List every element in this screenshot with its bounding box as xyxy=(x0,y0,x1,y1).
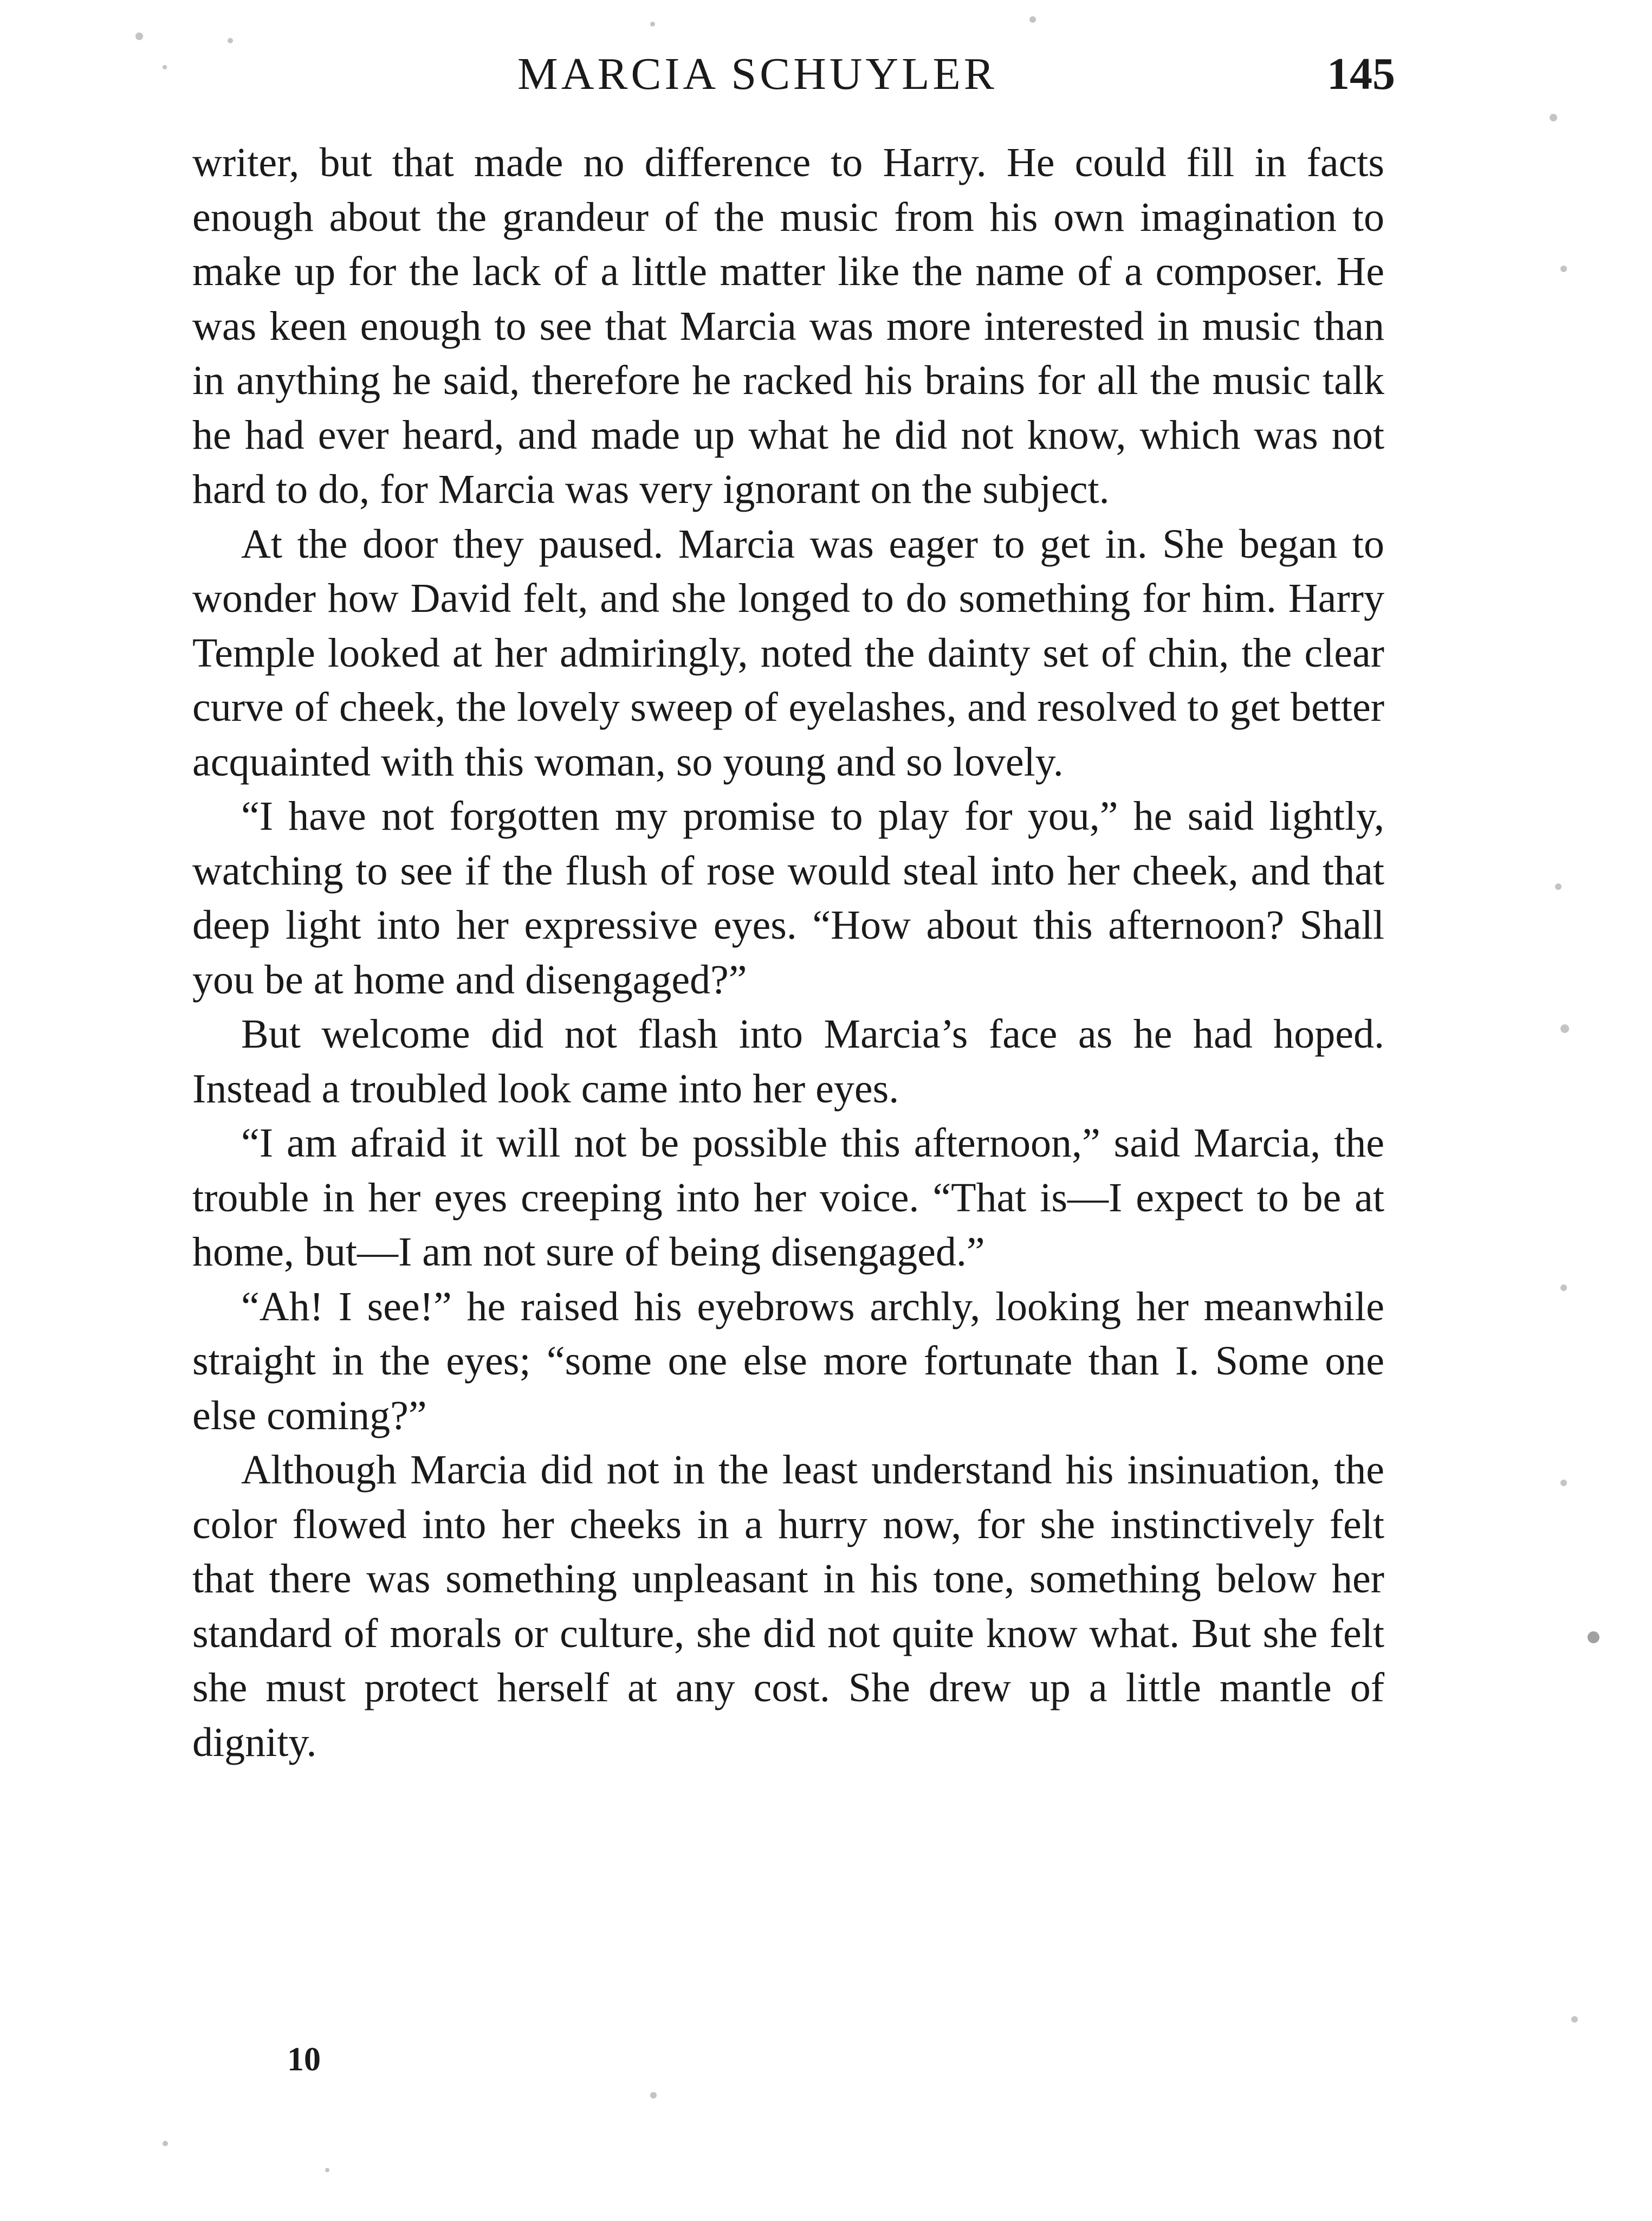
paragraph-5: “I am afraid it will not be possible this afternoon,” said Marcia, the trouble in her eyes creeping into her voice. “That is—I expect to be at home, but—I am not sure of being disengaged.” xyxy=(192,1120,1384,1275)
paragraph-2: At the door they paused. Marcia was eager to get in. She began to wonder how David felt, and she longed to do something for him. Harry Temple looked at her admiringly, noted the dainty set of chin, the clear curve of cheek, the lovely sweep of eyelashes, and resolved to get better acquainted with this woman, so young and so lovely. xyxy=(192,521,1384,785)
running-title: MARCIA SCHUYLER xyxy=(517,49,997,99)
page-number: 145 xyxy=(1327,49,1395,99)
page-header xyxy=(192,44,1395,104)
paragraph-3: “I have not forgotten my promise to play for you,” he said lightly, watching to see if the flush of rose would steal into her cheek, and that deep light into her expressive eyes. “How about this afternoon? Shall you be at home and disengaged?” xyxy=(192,793,1384,1003)
paragraph-4: But welcome did not flash into Marcia’s face as he had hoped. Instead a troubled look came into her eyes. xyxy=(192,1011,1384,1112)
paragraph-1: writer, but that made no difference to Harry. He could fill in facts enough about the grandeur of the music from his own imagination to make up for the lack of a little matter like the name of a composer. He was keen enough to see that Marcia was more interested in music than in anything he said, therefore he racked his brains for all the music talk he had ever heard, and made up what he did not know, which was not hard to do, for Marcia was very ignorant on the subject. xyxy=(192,140,1384,512)
signature-mark: 10 xyxy=(287,2041,321,2078)
body-text xyxy=(192,135,1384,1770)
paragraph-6: “Ah! I see!” he raised his eyebrows archly, looking her meanwhile straight in the eyes; “some one else more fortunate than I. Some one else coming?” xyxy=(192,1283,1384,1438)
paragraph-7: Although Marcia did not in the least understand his insinuation, the color flowed into her cheeks in a hurry now, for she instinctively felt that there was something unpleasant in his tone, something below her standard of morals or culture, she did not quite know what. But she felt she must protect herself at any cost. She drew up a little mantle of dignity. xyxy=(192,1447,1384,1765)
